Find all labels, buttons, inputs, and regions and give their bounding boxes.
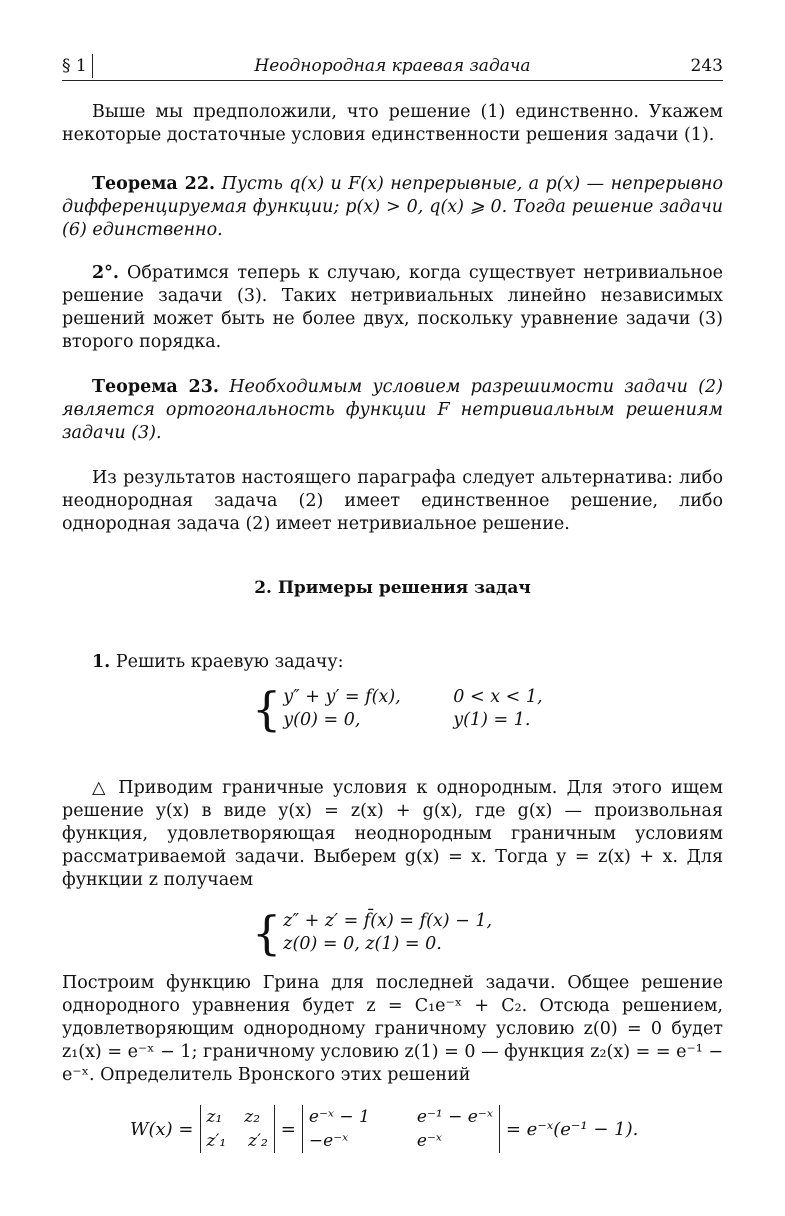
equals-sign: = [280, 1118, 296, 1140]
green-function-paragraph [62, 972, 723, 1087]
equation-cell: z″ + z′ = f̄(x) = f(x) − 1, [283, 911, 493, 931]
equation-cell: 0 < x < 1, [453, 687, 543, 707]
equation-cell: y(0) = 0, [283, 710, 361, 730]
paragraph-text: △ Приводим граничные условия к однородным. Для этого ищем решение y(x) в виде y(x) = z(x) + g(x), где g(x) — произвольная функция, удовлетворяющая неоднородным граничным условиям рассматриваемой задачи. Выберем g(x) = x. Тогда y = z(x) + x. Для функции z получаем [62, 778, 723, 890]
matrix-entry: e⁻ˣ − 1 [308, 1107, 370, 1127]
matrix-entry: e⁻ˣ [416, 1131, 442, 1151]
matrix-entry: z′₂ [248, 1131, 268, 1151]
paragraph-uniqueness [62, 101, 723, 147]
matrix-entry: z₂ [244, 1107, 261, 1127]
solution-paragraph [62, 777, 723, 892]
determinant-explicit [302, 1105, 500, 1153]
section-title: 2. Примеры решения задач [254, 578, 531, 598]
paragraph-text: Выше мы предположили, что решение (1) единственно. Укажем некоторые достаточные условия единственности решения задачи (1). [62, 102, 723, 145]
running-header [62, 52, 723, 81]
matrix-entry: e⁻¹ − e⁻ˣ [416, 1107, 493, 1127]
paragraph-alternative [62, 467, 723, 536]
wronskian-equation [130, 1105, 638, 1153]
equation-cell: z(0) = 0, z(1) = 0. [283, 934, 442, 954]
problem-1 [62, 651, 723, 674]
left-brace: { [252, 906, 282, 960]
running-title: Неоднородная краевая задача [254, 56, 531, 76]
theorem-23 [62, 376, 723, 445]
equation-cell: y″ + y′ = f(x), [283, 687, 401, 707]
theorem-23-label: Теорема 23. [92, 377, 219, 397]
equation-system-1 [252, 682, 543, 736]
wronskian-lhs: W(x) = [130, 1118, 194, 1140]
theorem-22-label: Теорема 22. [92, 174, 216, 194]
left-brace: { [252, 682, 282, 736]
theorem-23-text: Необходимым условием разрешимости задачи (2) является ортогональность функции F нетривиальным решениям задачи (3). [62, 377, 723, 443]
paragraph-text: Обратимся теперь к случаю, когда существует нетривиальное решение задачи (3). Таких нетривиальных линейно независимых решений может быть не более двух, поскольку уравнение задачи (3) второго порядка. [62, 263, 723, 352]
paragraph-2-degree [62, 262, 723, 354]
wronskian-rhs: = e⁻ˣ(e⁻¹ − 1). [505, 1118, 639, 1140]
equation-system-2 [252, 906, 493, 960]
matrix-entry: −e⁻ˣ [308, 1131, 349, 1151]
page-number: 243 [690, 56, 723, 76]
problem-text: Решить краевую задачу: [115, 652, 344, 672]
determinant-symbolic [200, 1105, 275, 1153]
section-number: § 1 [62, 56, 87, 76]
theorem-22-text: Пусть q(x) и F(x) непрерывные, а p(x) — непрерывно дифференцируемая функции; p(x) > 0, q(x) ⩾ 0. Тогда решение задачи (6) единственно. [62, 174, 723, 240]
theorem-22 [62, 173, 723, 242]
problem-number: 1. [92, 652, 111, 672]
subsection-label: 2°. [92, 263, 120, 283]
matrix-entry: z′₁ [206, 1131, 227, 1151]
paragraph-text: Из результатов настоящего параграфа следует альтернатива: либо неоднородная задача (2) имеет единственное решение, либо однородная задача (2) имеет нетривиальное решение. [62, 468, 723, 534]
equation-cell: y(1) = 1. [453, 710, 531, 730]
matrix-entry: z₁ [206, 1107, 223, 1127]
page [62, 52, 723, 81]
paragraph-text: Построим функцию Грина для последней задачи. Общее решение однородного уравнения будет z = C₁e⁻ˣ + C₂. Отсюда решением, удовлетворяющим однородному граничному условию z(0) = 0 будет z₁(x) = e⁻ˣ − 1; граничному условию z(1) = 0 — функция z₂(x) = = e⁻¹ − e⁻ˣ. Определитель Вронского этих решений [62, 973, 723, 1085]
